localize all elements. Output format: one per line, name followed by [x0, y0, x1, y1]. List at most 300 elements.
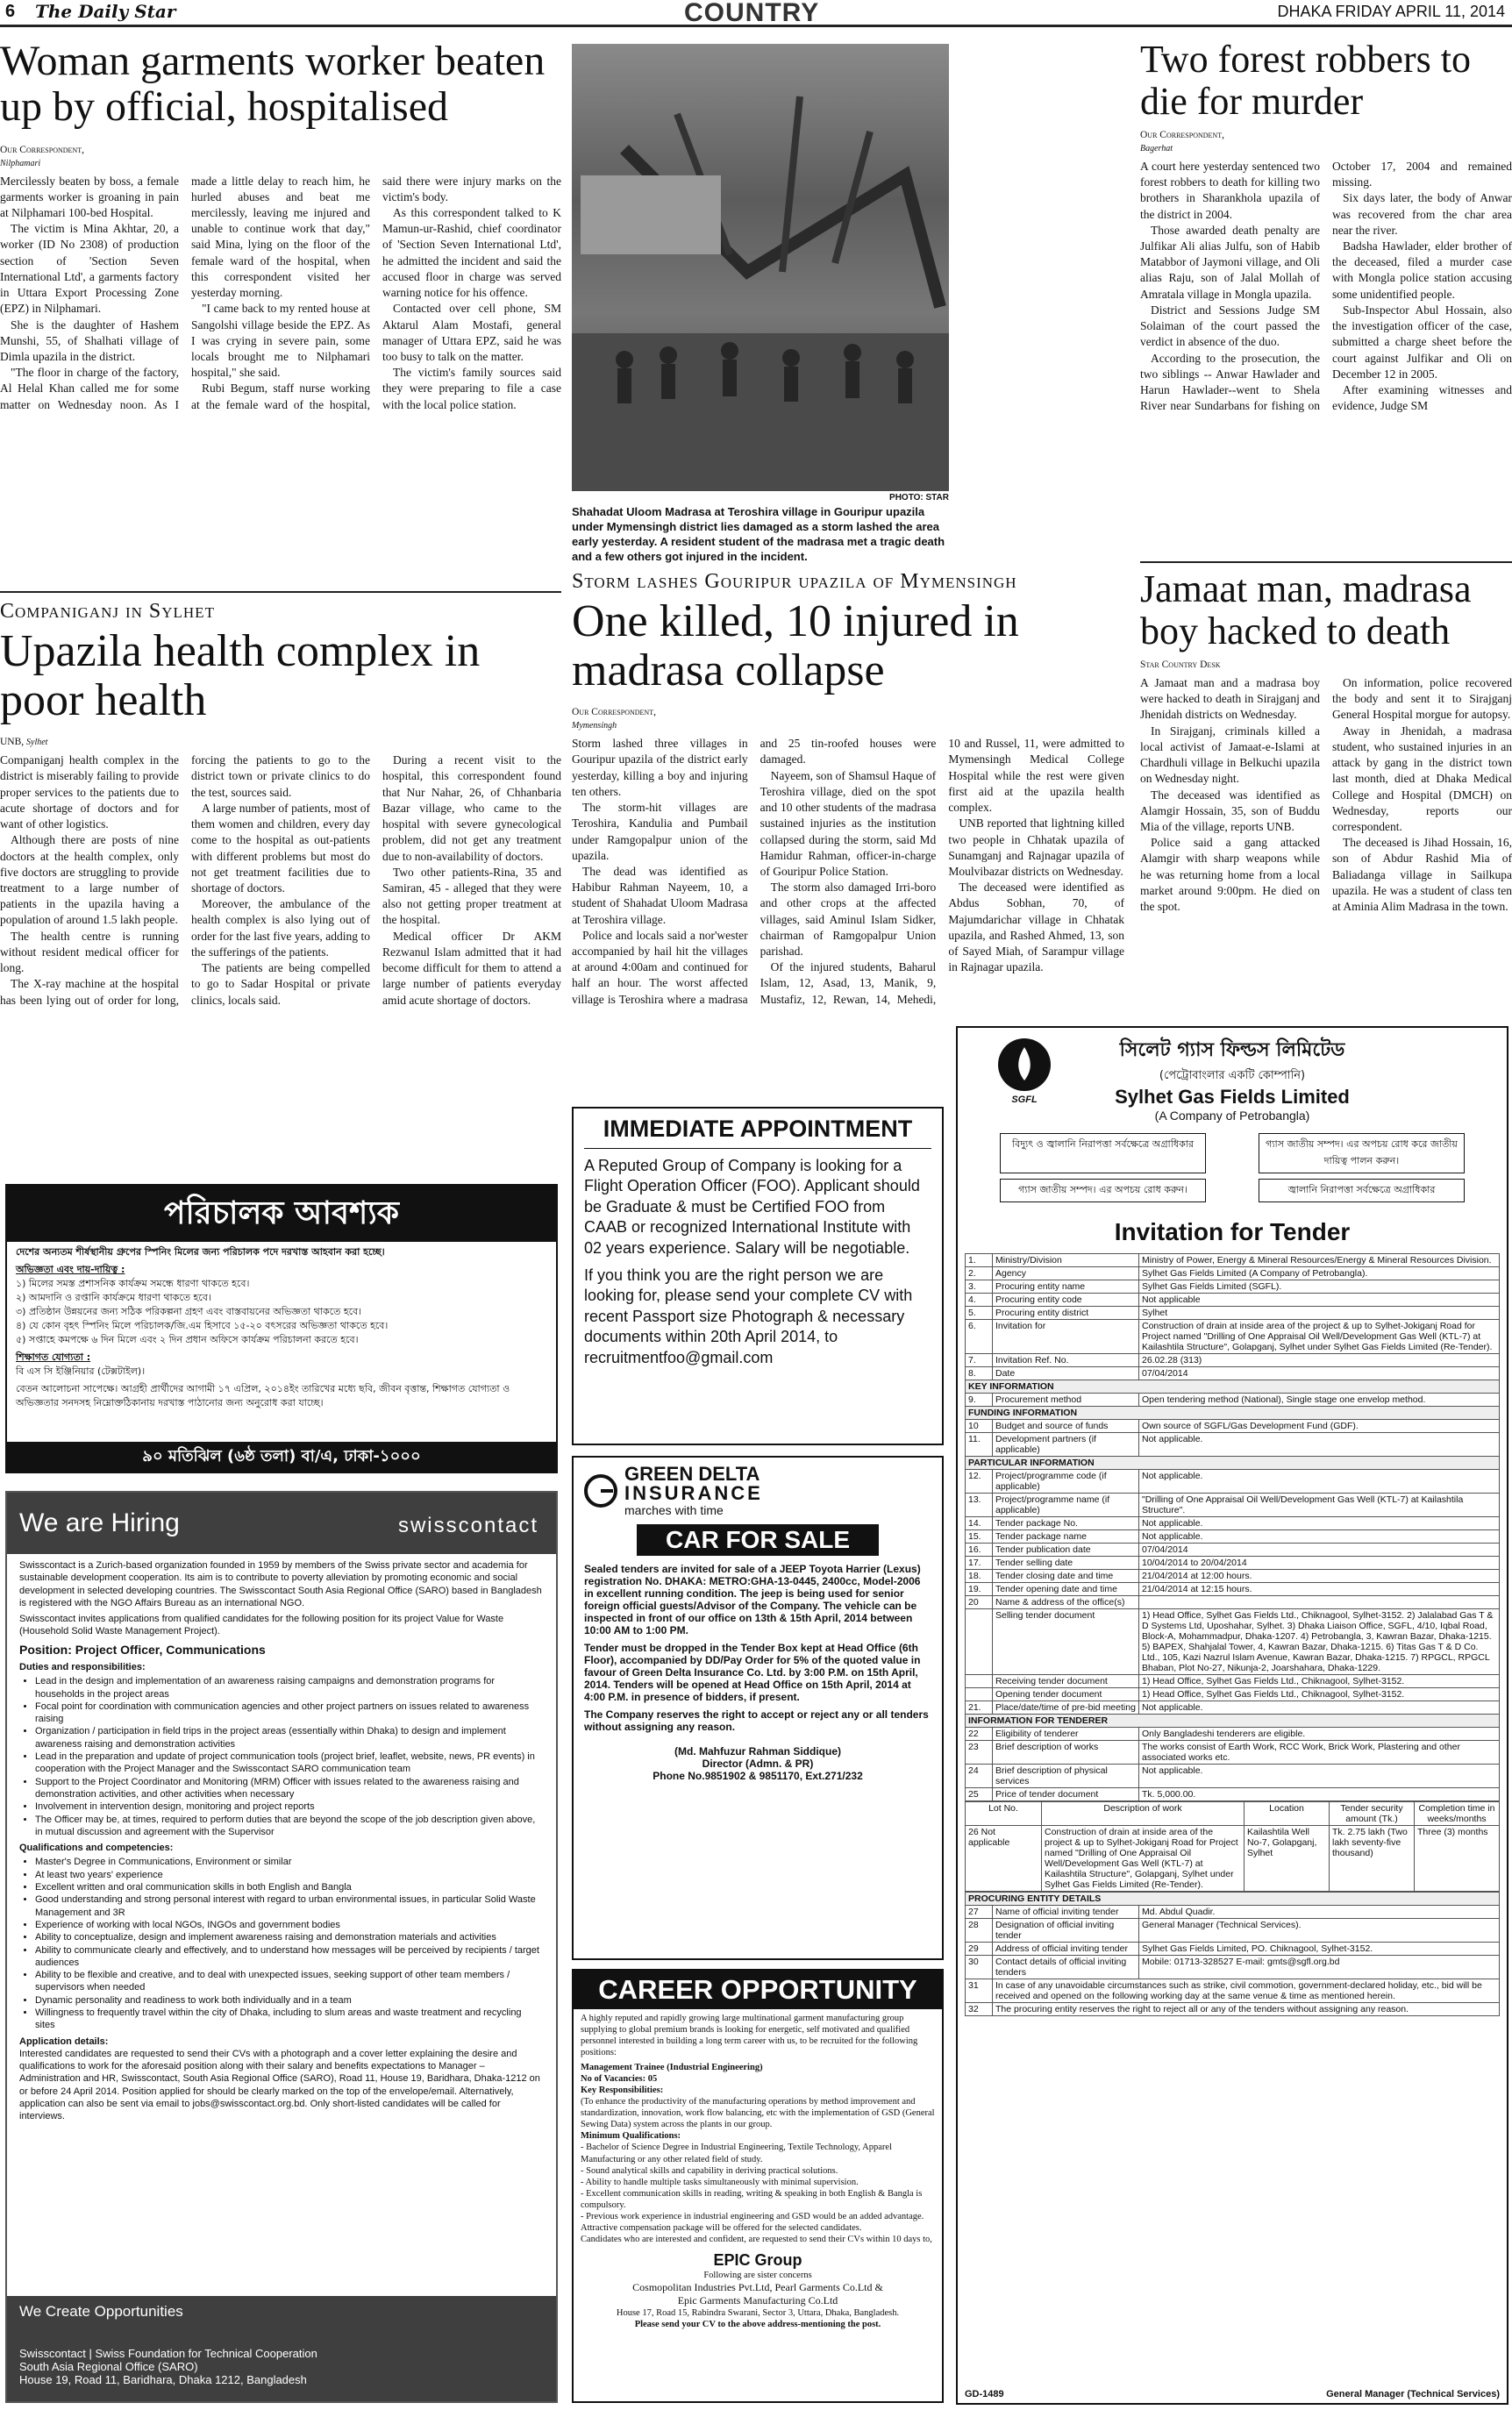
ad-banner — [7, 1493, 556, 1554]
list-item: • Organization / participation in field trips in the project areas (essentially within Dhaka) to design and implement awareness raising and demonstration activities — [35, 1725, 544, 1750]
paragraph: "I came back to my rented house at Sangolshi village beside the EPZ. As I was crying in severe pain, some locals brought me to Nilphamari hospital," she said. — [191, 302, 370, 380]
article-body — [1140, 159, 1512, 536]
table-cell: Procuring entity district — [993, 1307, 1139, 1320]
table-cell — [966, 1826, 1042, 1892]
table-cell: Procuring entity code — [993, 1294, 1139, 1307]
ad-list-item: ৩) প্রতিষ্ঠান উন্নয়নের জন্য সঠিক পরিকল্পনা গ্রহণ এবং বাস্তবায়নের অভিজ্ঞতা থাকতে হবে। — [16, 1305, 362, 1317]
divider — [0, 591, 561, 593]
paragraph: Badsha Hawlader, elder brother of the deceased, filed a murder case with Mongla police station accusing some unidentified people. — [1332, 239, 1512, 301]
responsibilities-heading: Key Responsibilities: — [581, 2085, 664, 2095]
paragraph: The storm also damaged Irri-boro and other crops at the affected villages, said Aminul Islam Sidker, chairman of Ramgopalpur Union parishad. — [760, 881, 937, 959]
ad-title: CAREER OPPORTUNITY — [574, 1971, 942, 2009]
table-cell: 31 — [966, 1979, 993, 2003]
table-row — [966, 1609, 1500, 1675]
table-cell: 24 — [966, 1765, 993, 1788]
table-header: Completion time in weeks/months — [1415, 1802, 1500, 1826]
ad-intro: Swisscontact is a Zurich-based organization founded in 1959 by members of the Swiss private sector and academia for sustainable development cooperation. Its aim is to contribute to poverty alleviation by promoting economic and social development in selected developing countries. The Swisscontact South Asia Regional Office (SARO) based in Bangladesh is registered with the NGO Affairs Bureau as an international NGO. — [19, 1560, 542, 1608]
table-cell: Tender selling date — [993, 1557, 1139, 1570]
headline: One killed, 10 injured in madrasa collapse — [572, 596, 1019, 696]
table-cell: Not applicable. — [1139, 1530, 1500, 1544]
table-header: Location — [1245, 1802, 1330, 1826]
page-header — [0, 0, 1512, 27]
table-row — [966, 1367, 1500, 1380]
table-cell: 1) Head Office, Sylhet Gas Fields Ltd., Chiknagool, Sylhet-3152. — [1139, 1688, 1500, 1701]
footer-line: Swisscontact | Swiss Foundation for Technical Cooperation — [19, 2347, 317, 2360]
table-cell: Mobile: 01713-328527 E-mail: gmts@sgfl.org.bd — [1139, 1956, 1500, 1979]
paragraph: She is the daughter of Hashem Munshi, 55, of Shalhati village of Dimla upazila in the district. — [0, 317, 179, 363]
table-cell: 18. — [966, 1570, 993, 1583]
issue-date: DHAKA FRIDAY APRIL 11, 2014 — [1277, 3, 1505, 20]
table-cell: Address of official inviting tender — [993, 1943, 1139, 1956]
table-cell: 1. — [966, 1254, 993, 1267]
paragraph: After examining witnesses and evidence, Judge SM — [1332, 382, 1512, 413]
ad-apply-text: বেতন আলোচনা সাপেক্ষে। আগ্রহী প্রার্থীদের আগামী ১৭ এপ্রিল, ২০১৪ইং তারিখের মধ্যে ছবি, জীবন বৃত্তান্ত, শিক্ষাগত যোগ্যতা ও অভিজ্ঞতার সনদসহ নিম্নোক্তঠিকানায় দরখাস্ত পাঠানোর জন্য অনুরোধ করা যাচ্ছে। — [16, 1382, 510, 1408]
table-cell: KEY INFORMATION — [966, 1380, 1500, 1394]
table-row — [966, 1943, 1500, 1956]
ad-title: CAR FOR SALE — [637, 1524, 879, 1556]
table-cell: Budget and source of funds — [993, 1420, 1139, 1433]
ad-body — [7, 1554, 556, 2128]
table-row — [966, 1457, 1500, 1470]
table-row — [966, 1893, 1500, 1906]
table-row — [966, 1354, 1500, 1367]
byline-source: Our Correspondent, — [1140, 130, 1224, 141]
table-cell: 27 — [966, 1906, 993, 1919]
table-cell: Construction of drain at inside area of the project & up to Sylhet-Jokiganj Road for Project named "Drilling of One Appraisal Oil Well/Development Gas Well (KTL-7) at Kailashtila Structure", Golapganj, Sylhet under Sylhet Gas Fields Limited (Re-Tender). — [1042, 1826, 1245, 1892]
masthead: The Daily Star — [35, 1, 176, 22]
tender-table — [965, 1892, 1500, 2016]
list-item: - Excellent communication skills in reading, writing & speaking in both English & Bangla is compulsory. — [581, 2188, 923, 2210]
paragraph: A large number of patients, most of them women and children, every day come to the hospital as out-patients with different problems but most do not get treatment facilities due to shortage of doctors. — [191, 801, 370, 895]
signatory-title: Director (Admn. & PR) — [702, 1758, 814, 1770]
table-row — [966, 1394, 1500, 1407]
article-body — [0, 174, 561, 507]
signatory-phone: Phone No.9851902 & 9851170, Ext.271/232 — [653, 1770, 863, 1782]
table-cell: 32 — [966, 2003, 993, 2016]
table-cell: "Drilling of One Appraisal Oil Well/Development Gas Well (KTL-7) at Kailashtila Structure". — [1139, 1494, 1500, 1517]
table-row — [966, 1570, 1500, 1583]
table-cell: 07/04/2014 — [1139, 1544, 1500, 1557]
table-cell: Designation of official inviting tender — [993, 1919, 1139, 1943]
headline: Jamaat man, madrasa boy hacked to death — [1140, 568, 1472, 652]
table-cell: 1) Head Office, Sylhet Gas Fields Ltd., Chiknagool, Sylhet-3152. — [1139, 1675, 1500, 1688]
table-row — [966, 1433, 1500, 1457]
table-cell: Invitation for — [993, 1320, 1139, 1354]
paragraph: During a recent visit to the hospital, this correspondent found that Nur Nahar, 26, of Chhanbaria Bazar village, who came to the hospital with severe gynecological problem, did not get any treatment due to non-availability of doctors. — [382, 753, 561, 863]
list-item: - Ability to handle multiple tasks simultaneously with minimal supervision. — [581, 2177, 859, 2187]
responsibilities-text: (To enhance the productivity of the manufacturing operations by method improvement and standardization, innovation, work flow balancing, etc with the implementation of GSD (General Sewing Data) system across the plants in our group. — [581, 2096, 935, 2130]
list-item: • Focal point for coordination with communication agencies and other project partners on issues related to awareness raising — [35, 1701, 544, 1726]
paragraph: The victim's family sources said they were preparing to file a case with the local police station. — [382, 366, 561, 411]
table-cell: Not applicable. — [1139, 1433, 1500, 1457]
paragraph: The deceased is Jihad Hossain, 16, son of Abdur Rashid Mia of Baliadanga village in Sailkupa upazila. He was a student of class ten at Aminia Alim Madrasa in the town. — [1332, 836, 1512, 914]
list-item: • Good understanding and strong personal interest with regard to urban environmental issues, in particular Solid Waste Management and 3R — [35, 1893, 544, 1919]
table-cell: Three (3) months — [1415, 1826, 1500, 1892]
list-item: • Ability to conceptualize, design and implement awareness raising and demonstration materials and activities — [35, 1931, 544, 1943]
ad-body — [574, 2009, 942, 2334]
table-cell: 07/04/2014 — [1139, 1367, 1500, 1380]
table-cell: Ministry/Division — [993, 1254, 1139, 1267]
table-cell: 3. — [966, 1280, 993, 1294]
table-cell: INFORMATION FOR TENDERER — [966, 1715, 1500, 1728]
byline — [0, 736, 561, 749]
table-row — [966, 1701, 1500, 1715]
dateline: Sylhet — [26, 738, 48, 748]
duties-list — [35, 1675, 544, 1838]
byline: Star Country Desk — [1140, 660, 1221, 671]
paragraph: Storm lashed three villages in Gouripur upazila of the district early yesterday, killing a boy and injuring ten others. — [572, 737, 748, 798]
table-cell: Brief description of physical services — [993, 1765, 1139, 1788]
table-row — [966, 1675, 1500, 1688]
headline: Two forest robbers to die for murder — [1140, 39, 1471, 123]
paragraph: The storm-hit villages are Teroshira, Kandulia and Pumbail under Ramgopalpur union of the upazila. — [572, 801, 748, 862]
table-row — [966, 1544, 1500, 1557]
dateline: Nilphamari — [0, 158, 41, 168]
paragraph: Although there are posts of nine doctors at the health complex, only five doctors are struggling to provide treatment to a large number of patients in the upazila having a population of around 1.5 lakh people. — [0, 833, 179, 927]
paragraph: Mercilessly beaten by boss, a female garments worker is groaning in pain at Nilphamari 100-bed Hospital. — [0, 174, 179, 219]
paragraph: "The floor in charge of the factory, Al Helal Khan called me for some matter on Wednesday noon. As I made a little delay to reach him, he hurled abuses and beat me mercilessly, leaving me injured and unable to continue work that day," said Mina, lying on the floor of the female ward of the hospital, when this correspondent visited her yesterday morning. — [0, 174, 370, 411]
apply-note: Please send your CV to the above address-mentioning the post. — [634, 2319, 881, 2329]
byline-source: UNB, — [0, 737, 25, 748]
table-cell: 21/04/2014 at 12:00 hours. — [1139, 1570, 1500, 1583]
table-cell: 15. — [966, 1530, 993, 1544]
ad-intro: Swisscontact invites applications from qualified candidates for the following position for its project Value for Waste (Household Solid Waste Management Project). — [19, 1614, 504, 1637]
table-cell: 22 — [966, 1728, 993, 1741]
table-cell — [1139, 1596, 1500, 1609]
paragraph: In Sirajganj, criminals killed a local activist of Jamaat-e-Islami at Chardhuli village in Belkuchi upazila on Wednesday night. — [1140, 724, 1320, 786]
table-cell: Name & address of the office(s) — [993, 1596, 1139, 1609]
table-header: Lot No. — [966, 1802, 1042, 1826]
kicker: Storm lashes Gouripur upazila of Mymensingh — [572, 570, 1017, 593]
ad-intro: দেশের অন্যতম শীর্ষস্থানীয় গ্রুপের স্পিনিং মিলের জন্য পরিচালক পদে দরখাস্ত আহবান করা হচ্ছে। — [16, 1246, 385, 1258]
table-row — [966, 1530, 1500, 1544]
table-cell: 11. — [966, 1433, 993, 1457]
table-cell: 21/04/2014 at 12:15 hours. — [1139, 1583, 1500, 1596]
table-cell: Receiving tender document — [993, 1675, 1139, 1688]
list-item: - Bachelor of Science Degree in Industrial Engineering, Textile Technology, Apparel Manufacturing or any other related field of study. — [581, 2143, 892, 2164]
table-cell: Not applicable. — [1139, 1517, 1500, 1530]
table-cell: Md. Abdul Quadir. — [1139, 1906, 1500, 1919]
slogan-box: বিদ্যুৎ ও জ্বালানি নিরাপত্তা সর্বক্ষেত্রে অগ্রাধিকার — [1000, 1133, 1206, 1173]
list-item: - Sound analytical skills and capability in deriving practical solutions. — [581, 2165, 838, 2176]
byline-source: Our Correspondent, — [0, 144, 84, 155]
table-cell: 7. — [966, 1354, 993, 1367]
application-details: Interested candidates are requested to send their CVs with a photograph and a cover letter explaining the desire and qualifications to work for the aforesaid position along with their salary and benefits expectations to Manager – Administration and HR, Swisscontact, South Asia Regional Office (SARO), Road 11, House 19, Baridhara, Dhaka-1212 on or before 24 April 2014. Position applied for should be clearly marked on the top of the envelope/email. Alternatively, application can also be sent via email to jobs@swisscontact.org.bd. Only short-listed candidates will be called for interviews. — [19, 2048, 540, 2122]
ad-text: Tender must be dropped in the Tender Box kept at Head Office (6th Floor), accompanied by DD/Pay Order for 5% of the quoted value in favour of Green Delta Insurance Co. Ltd. by 3:00 P.M. on 15th April, 2014. Tenders will be opened at Head Office on 15th April, 2014 at 4:00 P.M. in presence of bidders, if present. — [584, 1642, 921, 1703]
table-row — [966, 1280, 1500, 1294]
table-cell: The procuring entity reserves the right to reject all or any of the tenders without assigning any reason. — [993, 2003, 1500, 2016]
table-cell: Tender opening date and time — [993, 1583, 1139, 1596]
photo-caption: Shahadat Uloom Madrasa at Teroshira village in Gouripur upazila under Mymensingh district lies damaged as a storm lashed the area early yesterday. A resident student of the madrasa met a tragic death and a few others got injured in the incident. — [572, 505, 945, 563]
company-name: Sylhet Gas Fields Limited — [1115, 1086, 1350, 1108]
table-row — [966, 1596, 1500, 1609]
ad-immediate-appointment — [572, 1107, 944, 1445]
table-cell: Agency — [993, 1267, 1139, 1280]
ad-director-wanted — [5, 1184, 558, 1473]
table-cell: Tender closing date and time — [993, 1570, 1139, 1583]
ad-education: বি এস সি ইঞ্জিনিয়ার (টেক্সটাইল)। — [16, 1365, 146, 1377]
table-cell: 12. — [966, 1470, 993, 1494]
section-title: COUNTRY — [684, 0, 820, 27]
paragraph: Those awarded death penalty are Julfikar Ali alias Julfu, son of Habib Matabbor of Jaymoni village, and Oli alias Raju, son of Jalal Mollah of Amratala village in Mongla upazila. — [1140, 223, 1320, 301]
table-cell: 20 — [966, 1596, 993, 1609]
table-cell: 5. — [966, 1307, 993, 1320]
company-name-bangla: সিলেট গ্যাস ফিল্ডস লিমিটেড — [1119, 1039, 1345, 1061]
table-cell: FUNDING INFORMATION — [966, 1407, 1500, 1420]
table-cell: 30 — [966, 1956, 993, 1979]
list-item: Candidates who are interested and confident, are requested to send their CVs within 10 days to, — [581, 2235, 932, 2245]
ad-text: Sealed tenders are invited for sale of a JEEP Toyota Harrier (Lexus) registration No. DHAKA: METRO:GHA-13-0445, 2400cc, Model-2006 in excellent running condition. The jeep is being used for senior foreign official guests/Advisor of the Company. The vehicle can be inspected in front of our office on 13th & 15th April, 2014 between 10:00 AM to 1:00 PM. — [584, 1563, 921, 1636]
paragraph: Companiganj health complex in the district is miserably failing to provide proper services to the patients due to acute shortage of doctors and for want of other logistics. — [0, 753, 179, 831]
table-row — [966, 1765, 1500, 1788]
table-row — [966, 1741, 1500, 1765]
ad-title: পরিচালক আবশ্যক — [7, 1186, 556, 1242]
story-jamaat-man — [1140, 568, 1512, 1016]
dateline: Bagerhat — [1140, 143, 1173, 153]
duties-heading: Duties and responsibilities: — [19, 1661, 146, 1672]
table-row — [966, 1407, 1500, 1420]
application-heading: Application details: — [19, 2036, 109, 2047]
gd-number: GD-1489 — [965, 2389, 1004, 2399]
vacancy-count: No of Vacancies: 05 — [581, 2073, 658, 2084]
story-madrasa-collapse — [572, 570, 1124, 1079]
ad-list-item: ১) মিলের সমস্ত প্রশাসনিক কার্যক্রম সমন্ধে ধারণা থাকতে হবে। — [16, 1278, 250, 1290]
table-row — [966, 1906, 1500, 1919]
paragraph: Police said a gang attacked Alamgir with sharp weapons while he was returning home from a local market around 9:00pm. He died on the spot. — [1140, 836, 1320, 914]
ad-text: If you think you are the right person we are looking for, please send your complete CV with recent Passport size Photograph & necessary documents within 20th April 2014, to recruitmentfoo@gmail.com — [584, 1266, 913, 1366]
ad-section-heading: শিক্ষাগত যোগ্যতা : — [16, 1351, 91, 1363]
table-cell: 10/04/2014 to 20/04/2014 — [1139, 1557, 1500, 1570]
table-cell: 2. — [966, 1267, 993, 1280]
table-cell: Tender package No. — [993, 1517, 1139, 1530]
ad-tender-sgfl — [956, 1026, 1508, 2405]
paragraph: Nayeem, son of Shamsul Haque of Teroshira village, died on the spot and 10 other students of the madrasa sustained injuries as the institution collapsed during the storm, said Md Hamidur Rahman, officer-in-charge of Gouripur Police Station. — [760, 768, 937, 878]
list-item: • At least two years' experience — [35, 1869, 544, 1881]
lot-number: Not applicable — [968, 1827, 1010, 1848]
table-cell: Date — [993, 1367, 1139, 1380]
brand-name: GREEN DELTA — [624, 1463, 760, 1485]
slogan-box: জ্বালানি নিরাপত্তা সর্বক্ষেত্রে অগ্রাধিকার — [1259, 1179, 1465, 1202]
table-cell: Sylhet Gas Fields Limited (SGFL). — [1139, 1280, 1500, 1294]
tender-header — [965, 1033, 1500, 1130]
table-row — [966, 1320, 1500, 1354]
table-cell: Sylhet Gas Fields Limited (A Company of Petrobangla). — [1139, 1267, 1500, 1280]
article-body — [0, 752, 561, 1121]
table-cell: 1) Head Office, Sylhet Gas Fields Ltd., Chiknagool, Sylhet-3152. 2) Jalalabad Gas T & D Systems Ltd, Uposhahar, Sylhet. 3) Dhaka Liaison Office, SGFL, 4/10, Iqbal Road, Block-A, Mohammadpur, Dhaka-1207. 4) Petrobangla, 3, Kawran Bazar, Dhaka-1215. 5) BAPEX, Shahjalal Tower, 4, Kawran Bazar, Dhaka-1215. 6) Titas Gas T & D Co. Ltd., 105, Kazi Nazrul Islam Avenue, Kawran Bazar, Dhaka-1215. 7) RPGCL, RPGCL Bhaban, Plot No-27, Nikunja-2, Joarshahara, Dhaka-1229. — [1139, 1609, 1500, 1675]
table-cell: 21. — [966, 1701, 993, 1715]
list-item: • The Officer may be, at times, required to perform duties that are beyond the scope of the job description given above, in mutual discussion and agreement with the Supervisor — [35, 1814, 544, 1839]
table-cell — [966, 1688, 993, 1701]
table-cell: 13. — [966, 1494, 993, 1517]
slogan-box: গ্যাস জাতীয় সম্পদ। এর অপচয় রোধ করুন। — [1000, 1179, 1206, 1202]
table-cell: Open tendering method (National), Single stage one envelop method. — [1139, 1394, 1500, 1407]
table-cell: Project/programme name (if applicable) — [993, 1494, 1139, 1517]
table-cell: 19. — [966, 1583, 993, 1596]
qualifications-heading: Minimum Qualifications: — [581, 2131, 681, 2142]
slogan-box: গ্যাস জাতীয় সম্পদ। এর অপচয় রোধ করে জাতীয় দায়িত্ব পালন করুন। — [1259, 1133, 1465, 1173]
table-row — [966, 1956, 1500, 1979]
table-cell: Not applicable. — [1139, 1470, 1500, 1494]
table-cell: Brief description of works — [993, 1741, 1139, 1765]
byline-source: Our Correspondent, — [572, 707, 656, 718]
table-row — [966, 1294, 1500, 1307]
table-cell: Not applicable. — [1139, 1701, 1500, 1715]
table-cell: Tender publication date — [993, 1544, 1139, 1557]
ad-intro: A highly reputed and rapidly growing large multinational garment manufacturing group supplying to global premium brands is looking for energetic, self motivated and qualified personnel interested in building a long term career with us, to be recruited for the following positions: — [581, 2014, 918, 2058]
footer-line: House 19, Road 11, Baridhara, Dhaka 1212, Bangladesh — [19, 2373, 307, 2386]
ad-list-item: ২) আমদানি ও রপ্তানি কার্যক্রমে ধারণা থাকতে হবে। — [16, 1292, 211, 1303]
dateline: Mymensingh — [572, 721, 617, 731]
photo-illustration — [572, 44, 949, 491]
table-row — [966, 1254, 1500, 1267]
ad-text: A Reputed Group of Company is looking for a Flight Operation Officer (FOO). Applicant should be Graduate & must be Certified FOO from CAAB or recognized International Institute with 02 years experience. Salary will be negotiable. — [584, 1157, 920, 1257]
paragraph: Away in Jhenidah, a madrasa student, who sustained injuries in an attack by gang in the district town last month, died at Dhaka Medical College and Hospital (DMCH) on Wednesday, reports our correspondent. — [1332, 724, 1512, 833]
table-cell: Development partners (if applicable) — [993, 1433, 1139, 1457]
sgfl-logo-text: SGFL — [1011, 1094, 1038, 1105]
paragraph: Moreover, the ambulance of the health complex is also lying out of order for the last five years, adding to the sufferings of the patients. — [191, 897, 370, 959]
table-cell: 26.02.28 (313) — [1139, 1354, 1500, 1367]
qualifications-heading: Qualifications and competencies: — [19, 1843, 174, 1854]
company-list: Cosmopolitan Industries Pvt.Ltd, Pearl Garments Co.Ltd & — [632, 2280, 883, 2293]
table-cell: Kailashtila Well No-7, Golapganj, Sylhet — [1245, 1826, 1330, 1892]
brand-tagline: marches with time — [624, 1503, 724, 1517]
company-sub-bangla: (পেট্রোবাংলার একটি কোম্পানি) — [1159, 1069, 1306, 1082]
table-row — [966, 1517, 1500, 1530]
table-row — [966, 1380, 1500, 1394]
table-cell: PARTICULAR INFORMATION — [966, 1457, 1500, 1470]
table-cell: 25 — [966, 1788, 993, 1801]
table-cell: Not applicable. — [1139, 1765, 1500, 1788]
paragraph: According to the prosecution, the two siblings -- Anwar Hawlader and Harun Hawlader--went to Shela River near Sundarbans for fishing on October 17, 2004 and remained missing. — [1140, 159, 1512, 413]
ad-address: ৯০ মতিঝিল (৬ষ্ঠ তলা) বা/এ, ঢাকা-১০০০ — [7, 1442, 556, 1472]
paragraph: The health centre is running without resident medical officer for long. — [0, 929, 179, 975]
table-cell: Eligibility of tenderer — [993, 1728, 1139, 1741]
paragraph: The dead was identified as Habibur Rahman Nayeem, 10, a student of Shahadat Uloom Madrasa at Teroshira village. — [572, 864, 748, 926]
table-row — [966, 1267, 1500, 1280]
tender-table — [965, 1253, 1500, 1801]
table-cell: Name of official inviting tender — [993, 1906, 1139, 1919]
table-row — [966, 1919, 1500, 1943]
paragraph: The X-ray machine at the hospital has been lying out of order for long, forcing the patients to go to the district town or private clinics to do the test, sources said. — [0, 753, 370, 1007]
table-cell: 6. — [966, 1320, 993, 1354]
ad-list-item: ৫) সপ্তাহে কমপক্ষে ৬ দিন মিলে এবং ২ দিন প্রধান অফিসে কার্যক্রম পরিচালনা করতে হবে। — [16, 1333, 359, 1345]
table-cell: Sylhet — [1139, 1307, 1500, 1320]
table-cell: Construction of drain at inside area of the project & up to Sylhet-Jokiganj Road for Project named "Drilling of One Appraisal Oil Well/Development Gas Well (KTL-7) at Kailashtila Structure", Golapganj, Sylhet under Sylhet Gas Fields Limited (Re-Tender). — [1139, 1320, 1500, 1354]
table-row — [966, 1979, 1500, 2003]
tender-footer — [965, 2389, 1500, 2399]
paragraph: Police and locals said a nor'wester accompanied by hail hit the villages at around 4:00am and continued for half an hour. The worst affected village is Teroshira where a madrasa and 25 tin-roofed houses were damaged. — [572, 737, 937, 1006]
footer-line: South Asia Regional Office (SARO) — [19, 2360, 198, 2373]
list-item: • Lead in the preparation and update of project communication tools (project brief, leaflet, website, news, PR events) in cooperation with the Project Manager and the Swisscontact SARO communication team — [35, 1750, 544, 1776]
paragraph: As this correspondent talked to K Mamun-ur-Rashid, chief coordinator of 'Section Seven International Ltd', he admitted the incident and said the accused floor in charge was served warning notice for his offence. — [382, 205, 561, 300]
list-item: • Experience of working with local NGOs, INGOs and government bodies — [35, 1919, 544, 1931]
paragraph: The deceased was identified as Alamgir Hossain, 35, son of Buddu Mia of the village, reports UNB. — [1140, 788, 1320, 833]
lot-table — [965, 1801, 1500, 1892]
table-header: Tender security amount (Tk.) — [1330, 1802, 1415, 1826]
position-title: Position: Project Officer, Communications — [19, 1642, 266, 1657]
paragraph: Of the injured students, Baharul Islam, 12, Asad, 13, Manik, 9, Mustafiz, 12, Rewan, 14, Mehedi, 10 and Russel, 11, were admitted to Mymensingh Medical College Hospital while the rest were given first aid at the upazila health complex. — [760, 737, 1124, 1006]
qualifications-list — [35, 1856, 544, 2031]
article-body — [1140, 675, 1512, 1009]
table-cell: Price of tender document — [993, 1788, 1139, 1801]
headline: Upazila health complex in poor health — [0, 626, 481, 726]
table-cell: Opening tender document — [993, 1688, 1139, 1701]
table-row — [966, 1583, 1500, 1596]
story-forest-robbers — [1140, 39, 1512, 556]
table-cell: Own source of SGFL/Gas Development Fund (GDF). — [1139, 1420, 1500, 1433]
headline: Woman garments worker beaten up by official, hospitalised — [0, 39, 546, 130]
table-row — [966, 1715, 1500, 1728]
footer-tagline: We Create Opportunities — [19, 2303, 183, 2320]
company-address: House 17, Road 15, Rabindra Swarani, Sector 3, Uttara, Dhaka, Bangladesh. — [616, 2307, 900, 2318]
table-cell: In case of any unavoidable circumstances such as strike, civil commotion, government-declared holiday, etc., bid will be received and opened on the following working day at the same venue & time as mentioned herein. — [993, 1979, 1500, 2003]
paragraph: A court here yesterday sentenced two forest robbers to death for killing two brothers in Sharankhola upazila of the district in 2004. — [1140, 159, 1320, 221]
paragraph: District and Sessions Judge SM Solaiman of the court passed the verdict in absence of the duo. — [1140, 303, 1320, 349]
table-cell: General Manager (Technical Services). — [1139, 1919, 1500, 1943]
table-cell: The works consist of Earth Work, RCC Work, Brick Work, Plastering and other associated works etc. — [1139, 1741, 1500, 1765]
company-sub: (A Company of Petrobangla) — [1154, 1109, 1310, 1123]
table-header: Description of work — [1042, 1802, 1245, 1826]
table-cell: Only Bangladeshi tenderers are eligible. — [1139, 1728, 1500, 1741]
list-item: • Ability to be flexible and creative, and to deal with unexpected issues, seeking support of other team members / supervisors when needed — [35, 1969, 544, 1994]
story-garments-worker — [0, 39, 561, 582]
brand-name: INSURANCE — [624, 1482, 763, 1504]
table-cell: PROCURING ENTITY DETAILS — [966, 1893, 1500, 1906]
ad-swisscontact-hiring — [5, 1491, 558, 2403]
table-cell: 4. — [966, 1294, 993, 1307]
table-cell: Tk. 2.75 lakh (Two lakh seventy-five thousand) — [1330, 1826, 1415, 1892]
table-cell: Ministry of Power, Energy & Mineral Resources/Energy & Mineral Resources Division. — [1139, 1254, 1500, 1267]
company-name: EPIC Group — [713, 2250, 802, 2269]
sgfl-logo-icon — [996, 1037, 1052, 1093]
signatory-name: (Md. Mahfuzur Rahman Siddique) — [674, 1745, 841, 1758]
table-row — [966, 1688, 1500, 1701]
table-row — [966, 2003, 1500, 2016]
table-cell: 16. — [966, 1544, 993, 1557]
byline — [572, 706, 1124, 732]
green-delta-logo-icon — [584, 1474, 617, 1508]
ad-text: The Company reserves the right to accept or reject any or all tenders without assigning any reason. — [584, 1708, 929, 1733]
table-cell: 9. — [966, 1394, 993, 1407]
list-item: • Master's Degree in Communications, Environment or similar — [35, 1856, 544, 1868]
table-cell: 10 — [966, 1420, 993, 1433]
table-cell: 28 — [966, 1919, 993, 1943]
ad-section-heading: অভিজ্ঞতা এবং দায়-দায়িত্ব : — [16, 1264, 125, 1276]
paragraph: On information, police recovered the body and sent it to Sirajganj General Hospital morgue for autopsy. — [1332, 675, 1512, 722]
story-health-complex — [0, 600, 561, 1170]
list-item: • Ability to communicate clearly and effectively, and to understand how messages will be perceived by recipients / target audiences — [35, 1944, 544, 1970]
list-item: • Excellent written and oral communication skills in both English and Bangla — [35, 1881, 544, 1893]
row-number: 26 — [968, 1827, 979, 1837]
paragraph: Medical officer Dr AKM Rezwanul Islam admitted that it had become difficult for them to attend a large number of patients everyday amid acute shortage of doctors. — [382, 929, 561, 1007]
table-cell: 23 — [966, 1741, 993, 1765]
photo-credit: PHOTO: STAR — [889, 493, 949, 503]
list-item: • Involvement in intervention design, monitoring and project reports — [35, 1800, 544, 1813]
list-item: • Support to the Project Coordinator and Monitoring (MRM) Officer with issues related to the awareness raising and demonstration activities, and other activities when necessary — [35, 1776, 544, 1801]
ad-title: IMMEDIATE APPOINTMENT — [584, 1116, 931, 1149]
position-title: Management Trainee (Industrial Engineering) — [581, 2062, 763, 2072]
paragraph: Six days later, the body of Anwar was recovered from the char area near the river. — [1332, 191, 1512, 237]
table-cell: Place/date/time of pre-bid meeting — [993, 1701, 1139, 1715]
table-cell: Sylhet Gas Fields Limited, PO. Chiknagool, Sylhet-3152. — [1139, 1943, 1500, 1956]
table-cell: Selling tender document — [993, 1609, 1139, 1675]
kicker: Companiganj in Sylhet — [0, 600, 215, 623]
paragraph: Sub-Inspector Abul Hossain, also the investigation officer of the case, submitted a charge sheet before the court against Julfikar and Oli on December 12 in 2005. — [1332, 303, 1512, 381]
table-cell: Tender package name — [993, 1530, 1139, 1544]
slogans — [965, 1130, 1500, 1206]
table-cell — [966, 1609, 993, 1675]
table-row — [966, 1494, 1500, 1517]
